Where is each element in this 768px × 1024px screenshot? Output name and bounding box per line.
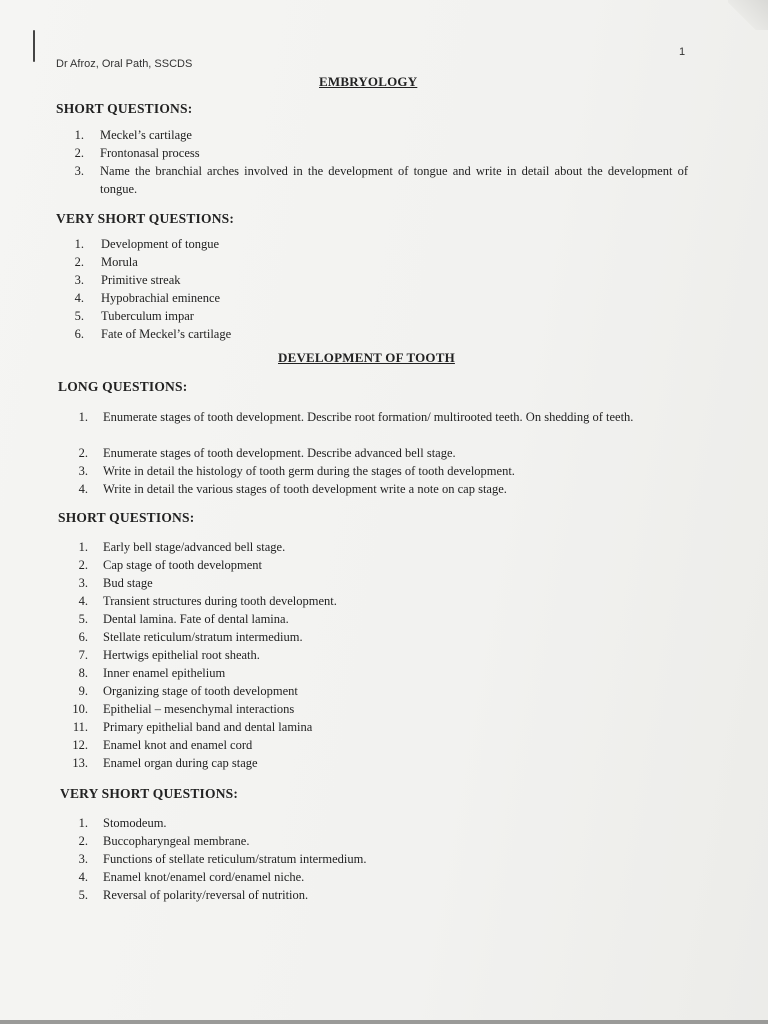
question-text: Meckel’s cartilage xyxy=(100,128,192,142)
question-number: 1. xyxy=(74,237,84,251)
question-item xyxy=(64,832,692,850)
question-text: Dental lamina. Fate of dental lamina. xyxy=(103,612,289,626)
question-number: 3. xyxy=(78,464,88,478)
question-number: 6. xyxy=(78,630,88,644)
question-number: 11. xyxy=(72,720,88,734)
question-number: 13. xyxy=(72,756,88,770)
question-text: Write in detail the various stages of tooth development write a note on cap stage. xyxy=(103,482,507,496)
question-item xyxy=(64,574,692,592)
question-text: Enamel organ during cap stage xyxy=(103,756,258,770)
question-item xyxy=(64,718,692,736)
question-text: Write in detail the histology of tooth germ during the stages of tooth development. xyxy=(103,464,515,478)
question-text: Enumerate stages of tooth development. Describe advanced bell stage. xyxy=(103,446,456,460)
question-item xyxy=(64,538,692,556)
question-number: 3. xyxy=(78,852,88,866)
question-text: Organizing stage of tooth development xyxy=(103,684,298,698)
question-item xyxy=(64,462,692,480)
question-number: 2. xyxy=(78,558,88,572)
tooth-title: DEVELOPMENT OF TOOTH xyxy=(278,350,455,365)
question-item xyxy=(64,480,692,498)
tooth-long-heading: LONG QUESTIONS: xyxy=(58,379,188,394)
question-number: 5. xyxy=(74,309,84,323)
question-text: Hypobrachial eminence xyxy=(101,291,221,305)
question-number: 3. xyxy=(78,576,88,590)
author-header: Dr Afroz, Oral Path, SSCDS xyxy=(56,58,193,70)
question-item xyxy=(60,325,690,343)
question-item xyxy=(60,307,690,325)
question-number: 3. xyxy=(74,164,84,178)
question-number: 7. xyxy=(78,648,88,662)
question-number: 2. xyxy=(78,446,88,460)
question-number: 1. xyxy=(78,410,88,424)
question-number: 2. xyxy=(78,834,88,848)
question-item xyxy=(60,271,690,289)
question-text: Primary epithelial band and dental lamina xyxy=(103,720,313,734)
question-text: Primitive streak xyxy=(101,273,181,287)
question-item xyxy=(64,444,692,462)
question-item xyxy=(64,754,692,772)
question-text: Frontonasal process xyxy=(100,146,200,160)
question-text: Morula xyxy=(101,255,138,269)
question-number: 1. xyxy=(78,816,88,830)
question-number: 6. xyxy=(74,327,84,341)
question-number: 1. xyxy=(78,540,88,554)
question-number: 5. xyxy=(78,888,88,902)
question-text: Stellate reticulum/stratum intermedium. xyxy=(103,630,303,644)
question-text: Functions of stellate reticulum/stratum intermedium. xyxy=(103,852,367,866)
question-text: Enamel knot and enamel cord xyxy=(103,738,253,752)
embryology-short-heading: SHORT QUESTIONS: xyxy=(56,101,193,116)
page-number: 1 xyxy=(679,46,686,58)
question-number: 8. xyxy=(78,666,88,680)
question-number: 10. xyxy=(72,702,88,716)
question-number: 1. xyxy=(74,128,84,142)
question-text: Fate of Meckel’s cartilage xyxy=(101,327,232,341)
tooth-short-heading: SHORT QUESTIONS: xyxy=(58,510,195,525)
question-number: 2. xyxy=(74,146,84,160)
embryology-very-short-heading: VERY SHORT QUESTIONS: xyxy=(56,211,235,226)
question-text: Name the branchial arches involved in the development of tongue and write in detail about the development of tongue. xyxy=(100,164,688,196)
question-item xyxy=(64,682,692,700)
question-number: 12. xyxy=(72,738,88,752)
question-item xyxy=(64,700,692,718)
question-text: Development of tongue xyxy=(101,237,220,251)
question-text: Transient structures during tooth development. xyxy=(103,594,337,608)
question-text: Enumerate stages of tooth development. Describe root formation/ multirooted teeth. On shedding of teeth. xyxy=(103,410,634,424)
question-text: Stomodeum. xyxy=(103,816,167,830)
question-number: 2. xyxy=(74,255,84,269)
page-bottom-edge xyxy=(0,1020,768,1024)
tooth-short-list xyxy=(64,538,692,772)
question-text: Bud stage xyxy=(103,576,153,590)
question-number: 4. xyxy=(78,482,88,496)
question-item xyxy=(60,162,690,198)
question-item xyxy=(60,289,690,307)
embryology-short-list xyxy=(60,126,690,198)
question-text: Inner enamel epithelium xyxy=(103,666,226,680)
question-number: 4. xyxy=(74,291,84,305)
embryology-title: EMBRYOLOGY xyxy=(319,74,418,89)
question-item xyxy=(64,850,692,868)
question-item xyxy=(64,628,692,646)
question-item xyxy=(64,556,692,574)
question-text: Early bell stage/advanced bell stage. xyxy=(103,540,286,554)
question-item xyxy=(64,408,692,444)
question-item xyxy=(60,126,690,144)
question-item xyxy=(64,664,692,682)
question-number: 4. xyxy=(78,594,88,608)
tooth-very-short-heading: VERY SHORT QUESTIONS: xyxy=(60,786,239,801)
question-item xyxy=(64,868,692,886)
margin-pen-mark xyxy=(33,30,35,62)
question-item xyxy=(60,144,690,162)
tooth-long-list xyxy=(64,408,692,498)
question-number: 9. xyxy=(78,684,88,698)
question-text: Tuberculum impar xyxy=(101,309,194,323)
question-number: 4. xyxy=(78,870,88,884)
question-item xyxy=(64,886,692,904)
question-text: Hertwigs epithelial root sheath. xyxy=(103,648,260,662)
question-item xyxy=(64,814,692,832)
embryology-very-short-list xyxy=(60,235,690,343)
tooth-very-short-list xyxy=(64,814,692,904)
question-item xyxy=(64,592,692,610)
question-text: Cap stage of tooth development xyxy=(103,558,262,572)
page-corner-fold xyxy=(728,0,768,30)
question-item xyxy=(64,736,692,754)
question-text: Reversal of polarity/reversal of nutrition. xyxy=(103,888,309,902)
question-number: 3. xyxy=(74,273,84,287)
question-text: Buccopharyngeal membrane. xyxy=(103,834,250,848)
question-item xyxy=(64,646,692,664)
question-text: Epithelial – mesenchymal interactions xyxy=(103,702,295,716)
question-item xyxy=(60,235,690,253)
question-item xyxy=(60,253,690,271)
question-number: 5. xyxy=(78,612,88,626)
question-item xyxy=(64,610,692,628)
question-text: Enamel knot/enamel cord/enamel niche. xyxy=(103,870,305,884)
